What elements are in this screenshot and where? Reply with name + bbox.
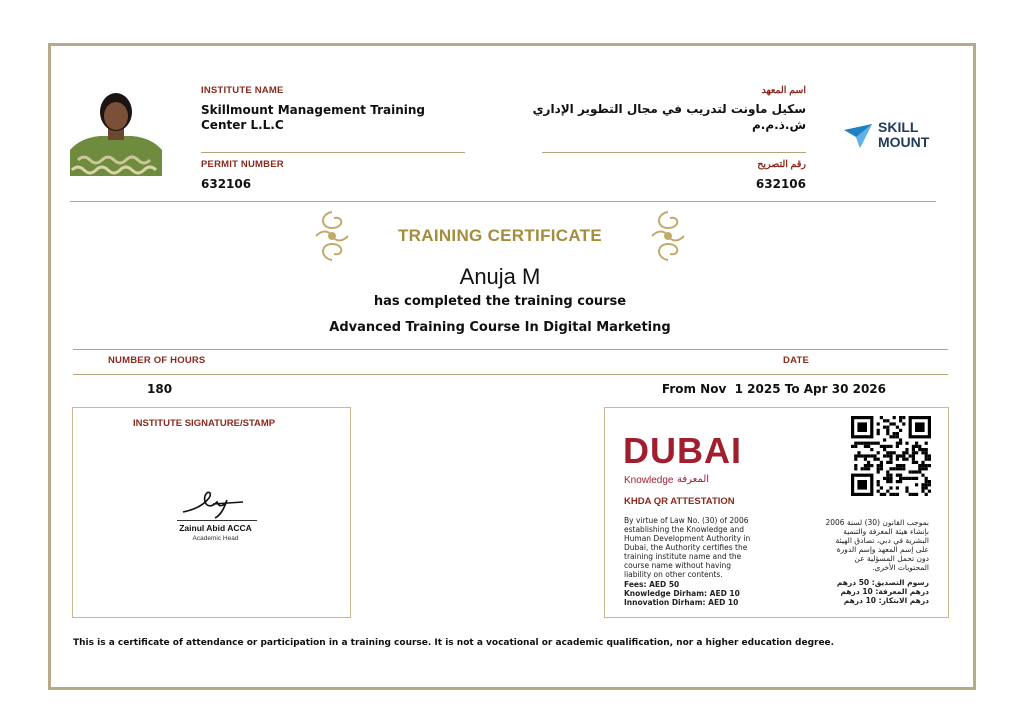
- knowledge-wordmark-ar: المعرفة: [677, 474, 710, 485]
- fee-line: Innovation Dirham: AED 10: [624, 598, 739, 607]
- attestation-text-line-ar: دون تحمل المسؤلية عن: [854, 554, 929, 563]
- institute-name-ar: سكيل ماونت لتدريب في مجال التطوير الإداري: [532, 102, 806, 116]
- attestation-text-line: Dubai, the Authority certifies the: [624, 543, 748, 552]
- attestation-text-en: [624, 516, 784, 579]
- signature-box: [72, 407, 351, 618]
- logo-text-line1: SKILL: [878, 119, 919, 135]
- paper-plane-icon: [842, 122, 874, 150]
- institute-name-ar-rule: [542, 152, 806, 153]
- permit-number-label: PERMIT NUMBER: [201, 159, 284, 170]
- permit-number-label-ar: رقم التصريح: [757, 159, 806, 170]
- qr-code[interactable]: [851, 416, 931, 496]
- dubai-wordmark: DUBAI: [623, 430, 742, 471]
- permit-number-ar: 632106: [755, 177, 806, 191]
- certificate-title: TRAINING CERTIFICATE: [397, 226, 602, 245]
- attestation-text-line: By virtue of Law No. (30) of 2006: [624, 516, 749, 525]
- attestation-text-line: establishing the Knowledge and: [624, 525, 745, 534]
- signer-title: Academic Head: [192, 535, 239, 542]
- hours-label: NUMBER OF HOURS: [108, 355, 206, 366]
- recipient-photo: [70, 90, 162, 176]
- attestation-text-line: course name without having: [624, 561, 732, 570]
- attestation-text-ar: [787, 518, 929, 572]
- fee-line-ar: رسوم التصديق: 50 درهم: [836, 578, 929, 587]
- institute-name-label: INSTITUTE NAME: [201, 85, 284, 96]
- knowledge-wordmark-en: Knowledge: [624, 475, 674, 486]
- fee-line: Fees: AED 50: [624, 580, 680, 589]
- signature-mark: [173, 488, 253, 520]
- institute-legal-form-ar: ش.ذ.م.م: [752, 118, 806, 132]
- permit-number: 632106: [201, 177, 252, 191]
- attestation-text-line: liability on other contents.: [624, 570, 723, 579]
- fee-line-ar: درهم الابتكار: 10 درهم: [843, 596, 929, 605]
- attestation-fees-en: [624, 580, 784, 607]
- details-bottom-rule: [73, 374, 948, 375]
- signer-name: Zainul Abid ACCA: [179, 523, 252, 533]
- institute-name-label-ar: اسم المعهد: [761, 85, 806, 96]
- institute-name: Skillmount Management Training Center L.L.C: [201, 103, 426, 132]
- attestation-text-line-ar: بموجب القانون (30) لسنة 2006: [825, 518, 929, 527]
- attestation-text-line-ar: بإنشاء هيئة المعرفة والتنمية: [843, 527, 929, 536]
- fee-line: Knowledge Dirham: AED 10: [624, 589, 740, 598]
- institute-name-rule: [201, 152, 465, 153]
- attestation-fees-ar: [787, 578, 929, 605]
- recipient-name: Anuja M: [459, 264, 541, 289]
- skillmount-logo: [842, 120, 952, 156]
- course-name: Advanced Training Course In Digital Marketing: [329, 320, 671, 335]
- attestation-text-line-ar: البشرية في دبي، تصادق الهيئة: [835, 536, 929, 545]
- details-top-rule: [73, 349, 948, 350]
- fee-line-ar: درهم المعرفة: 10 درهم: [840, 587, 929, 596]
- attestation-text-line: training institute name and the: [624, 552, 742, 561]
- date-value: From Nov 1 2025 To Apr 30 2026: [661, 382, 886, 396]
- signature-label: INSTITUTE SIGNATURE/STAMP: [133, 418, 276, 429]
- attestation-heading: KHDA QR ATTESTATION: [624, 496, 735, 507]
- hours-value: 180: [147, 382, 173, 396]
- completed-statement: has completed the training course: [373, 294, 627, 309]
- attestation-text-line: Human Development Authority in: [624, 534, 751, 543]
- attestation-text-line-ar: المحتويات الأخرى.: [872, 563, 929, 572]
- attestation-text-line-ar: على إسم المعهد وإسم الدورة: [836, 545, 929, 554]
- footer-disclaimer: This is a certificate of attendance or participation in a training course. It is not a vocational or academic qualification, nor a higher education degree.: [73, 638, 835, 648]
- signature-line: [177, 520, 257, 521]
- logo-text-line2: MOUNT: [878, 134, 930, 150]
- date-label: DATE: [783, 355, 809, 366]
- attestation-box: [604, 407, 949, 618]
- header-divider: [70, 201, 936, 202]
